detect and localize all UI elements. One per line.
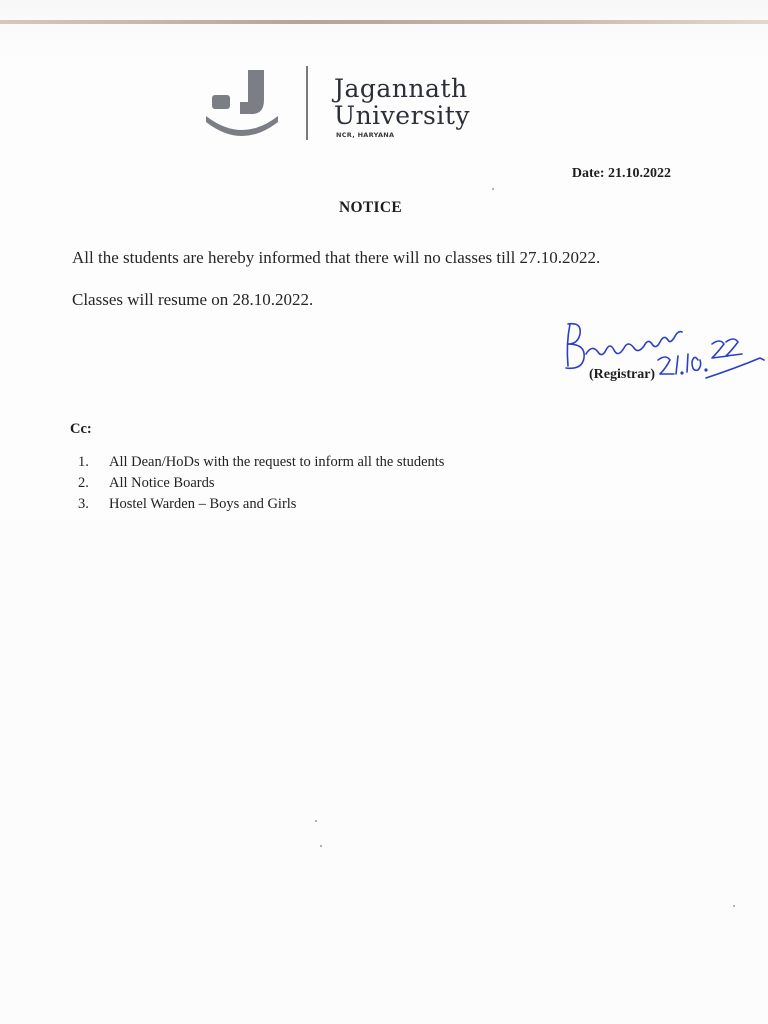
- registrar-signature: [556, 318, 768, 388]
- scan-speck: [492, 188, 494, 190]
- notice-paragraph-1: All the students are hereby informed that there will no classes till 27.10.2022.: [72, 248, 601, 267]
- scan-speck: [733, 905, 735, 907]
- scan-speck: [315, 820, 317, 822]
- scan-speck: [320, 845, 322, 847]
- cc-item: [78, 473, 444, 494]
- cc-item-number: 1.: [78, 454, 89, 470]
- registrar-label: (Registrar): [589, 367, 656, 382]
- cc-label: Cc:: [70, 421, 92, 437]
- paper-edge: [0, 20, 768, 24]
- cc-item-number: 3.: [78, 496, 89, 512]
- cc-item: [78, 494, 444, 515]
- cc-item-text: Hostel Warden – Boys and Girls: [109, 496, 297, 512]
- university-location: NCR, HARYANA: [336, 131, 395, 139]
- notice-paragraph-2: Classes will resume on 28.10.2022.: [72, 290, 314, 309]
- university-name-line2: University: [334, 101, 471, 130]
- cc-item-number: 2.: [78, 475, 89, 491]
- cc-item: [78, 452, 444, 473]
- cc-item-text: All Notice Boards: [109, 475, 215, 491]
- university-logo-icon: [202, 70, 284, 136]
- logo-divider: [306, 66, 308, 140]
- notice-title: NOTICE: [339, 199, 402, 216]
- university-name-line1: Jagannath: [334, 74, 468, 103]
- cc-list: [78, 452, 444, 515]
- cc-item-text: All Dean/HoDs with the request to inform all the students: [109, 454, 445, 470]
- notice-date: Date: 21.10.2022: [571, 166, 671, 181]
